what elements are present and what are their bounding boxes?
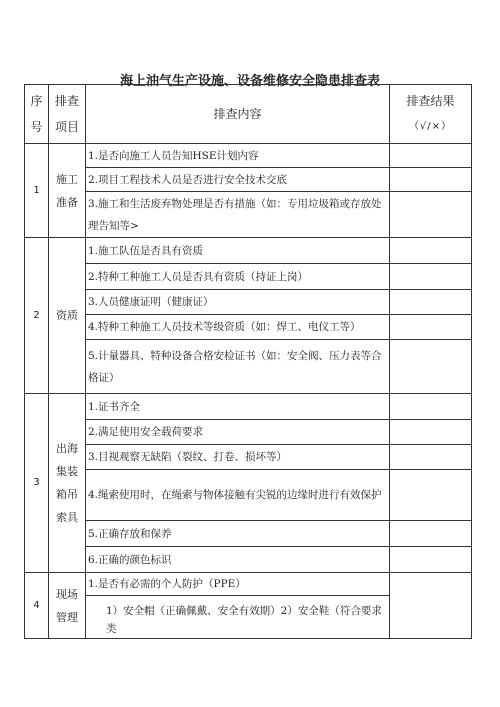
header-result-line2: （√/×） bbox=[408, 121, 453, 132]
header-no-line2: 号 bbox=[30, 120, 43, 134]
section-item bbox=[49, 238, 86, 394]
check-result-cell[interactable] bbox=[390, 420, 472, 445]
section-item bbox=[49, 573, 86, 639]
table-header-row bbox=[25, 85, 472, 144]
table-row bbox=[25, 144, 472, 168]
check-result-cell[interactable] bbox=[390, 192, 472, 238]
header-item bbox=[49, 85, 86, 144]
section-no: 2 bbox=[25, 238, 49, 394]
check-content: 2.项目工程技术人员是否进行安全技术交底 bbox=[86, 168, 390, 192]
check-content: 4.特种工种施工人员技术等级资质（如：焊工、电仪工等） bbox=[86, 315, 390, 340]
section-no: 4 bbox=[25, 573, 49, 639]
check-result-cell[interactable] bbox=[390, 470, 472, 521]
table-row bbox=[25, 264, 472, 290]
page-title: 海上油气生产设施、设备维修安全隐患排查表 bbox=[119, 74, 380, 89]
section-no: 3 bbox=[25, 394, 49, 573]
table-row bbox=[25, 394, 472, 420]
section-item-line: 施工 bbox=[56, 172, 78, 186]
header-item-line1: 排查 bbox=[54, 94, 79, 108]
table-row bbox=[25, 547, 472, 573]
table-row bbox=[25, 290, 472, 315]
check-content: 3.目视观察无缺陷（裂纹、打卷、损坏等） bbox=[86, 445, 390, 470]
check-result-cell[interactable] bbox=[390, 238, 472, 264]
check-content: 3.施工和生活废弃物处理是否有措施（如：专用垃圾箱或存放处理告知等> bbox=[86, 192, 390, 238]
section-item-line: 准备 bbox=[56, 195, 78, 209]
check-content: 6.正确的颜色标识 bbox=[86, 547, 390, 573]
section-item-line: 箱吊 bbox=[56, 488, 78, 501]
check-content: 1.施工队伍是否具有资质 bbox=[86, 238, 390, 264]
header-result bbox=[390, 85, 472, 144]
section-item bbox=[49, 144, 86, 238]
check-content: 2.满足使用安全载荷要求 bbox=[86, 420, 390, 445]
section-item-line: 出海 bbox=[56, 442, 78, 455]
table-row bbox=[25, 573, 472, 596]
check-content: 2.特种工种施工人员是否具有资质（持证上岗） bbox=[86, 264, 390, 290]
table-row bbox=[25, 192, 472, 238]
check-content: 1.是否有必需的个人防护（PPE） bbox=[86, 573, 390, 596]
section-item-line: 资质 bbox=[56, 309, 78, 322]
section-item-line: 集装 bbox=[56, 465, 78, 478]
section-item-line: 现场 bbox=[56, 587, 78, 601]
check-result-cell[interactable] bbox=[390, 394, 472, 420]
table-row bbox=[25, 521, 472, 547]
check-content: 5.正确存放和保养 bbox=[86, 521, 390, 547]
check-result-cell[interactable] bbox=[390, 264, 472, 290]
header-result-line1: 排查结果 bbox=[406, 94, 455, 108]
check-content: 4.绳索使用时，在绳索与物体接触有尖锐的边缘时进行有效保护 bbox=[86, 470, 390, 521]
check-result-cell[interactable] bbox=[390, 547, 472, 573]
table-row bbox=[25, 168, 472, 192]
check-content: 1.是否向施工人员告知HSE计划内容 bbox=[86, 144, 390, 168]
check-result-cell[interactable] bbox=[390, 445, 472, 470]
check-result-cell[interactable] bbox=[390, 340, 472, 394]
check-result-cell[interactable] bbox=[390, 144, 472, 168]
check-content: 3.人员健康证明（健康证） bbox=[86, 290, 390, 315]
section-item bbox=[49, 394, 86, 573]
section-item-line: 管理 bbox=[56, 610, 78, 624]
table-row bbox=[25, 470, 472, 521]
section-item-line: 索具 bbox=[56, 511, 78, 524]
table-row bbox=[25, 445, 472, 470]
check-result-cell[interactable] bbox=[390, 573, 472, 639]
check-content: 1.证书齐全 bbox=[86, 394, 390, 420]
check-content: 5.计量器具、特种设备合格安检证书（如：安全阀、压力表等合格证） bbox=[86, 340, 390, 394]
header-no-line1: 序 bbox=[30, 94, 43, 108]
check-result-cell[interactable] bbox=[390, 168, 472, 192]
header-item-line2: 项目 bbox=[54, 120, 79, 134]
section-no: 1 bbox=[25, 144, 49, 238]
inspection-table bbox=[24, 84, 472, 639]
check-content: 1）安全帽（正确佩戴、安全有效期）2）安全鞋（符合要求类 bbox=[86, 596, 390, 639]
header-content: 排查内容 bbox=[86, 85, 390, 144]
header-no bbox=[25, 85, 49, 144]
table-row bbox=[25, 340, 472, 394]
table-row bbox=[25, 420, 472, 445]
check-result-cell[interactable] bbox=[390, 521, 472, 547]
table-row bbox=[25, 238, 472, 264]
table-row bbox=[25, 315, 472, 340]
check-result-cell[interactable] bbox=[390, 315, 472, 340]
check-result-cell[interactable] bbox=[390, 290, 472, 315]
